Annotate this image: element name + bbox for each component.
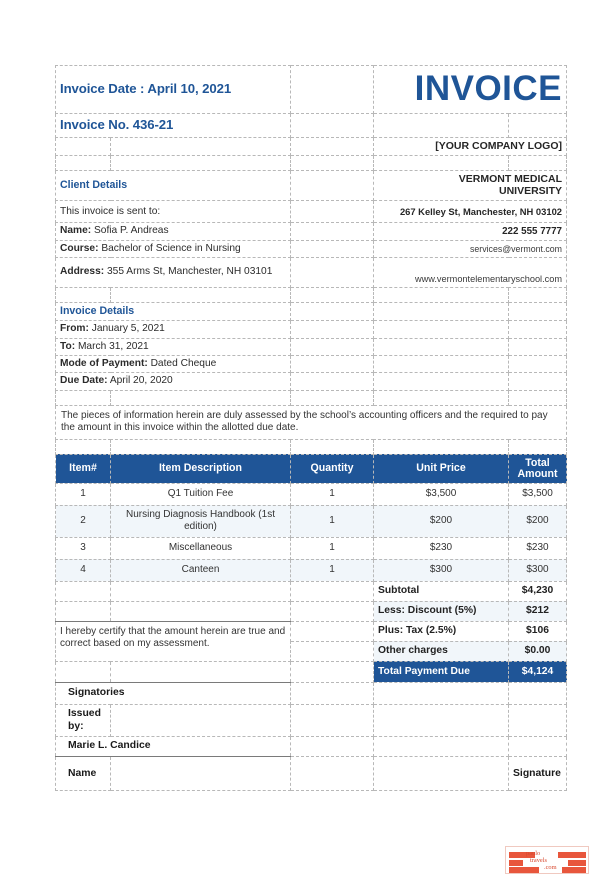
company-logo-placeholder: [YOUR COMPANY LOGO] xyxy=(374,137,567,155)
spacer-cell xyxy=(111,155,291,170)
cell-unit-price: $300 xyxy=(374,559,509,581)
due-label: Due Date: xyxy=(60,375,108,387)
client-address-label: Address: xyxy=(60,266,105,278)
spacer-cell xyxy=(291,201,374,223)
invoice-to xyxy=(56,338,291,355)
spacer-cell xyxy=(291,137,374,155)
certification-line-1: I hereby certify that the amount herein are xyxy=(60,625,246,637)
spacer-cell xyxy=(56,439,111,454)
spacer-cell xyxy=(291,155,374,170)
row-due-date xyxy=(56,373,567,390)
col-header-unit-price: Unit Price xyxy=(374,454,509,483)
logo-text-line3: .com xyxy=(544,864,557,871)
from-value: January 5, 2021 xyxy=(91,323,165,335)
total-payment-due-value: $4,124 xyxy=(509,661,567,682)
spacer-cell xyxy=(111,439,291,454)
col-header-quantity: Quantity xyxy=(291,454,374,483)
invoice-sheet xyxy=(55,65,567,791)
totals-row-discount xyxy=(56,601,567,621)
spacer-cell xyxy=(509,682,567,704)
spacer-cell xyxy=(374,682,509,704)
spacer-cell xyxy=(374,288,509,303)
row-spacer-2 xyxy=(56,288,567,303)
spacer-cell xyxy=(56,288,111,303)
cell-total: $200 xyxy=(509,505,567,537)
logo-bar-4 xyxy=(568,860,586,866)
cell-item-number: 4 xyxy=(56,559,111,581)
invoice-number: Invoice No. 436-21 xyxy=(56,113,291,137)
total-label: Subtotal xyxy=(374,581,509,601)
total-value: $0.00 xyxy=(509,641,567,661)
row-client-address xyxy=(56,258,567,288)
spacer-cell xyxy=(111,390,291,405)
row-spacer-1 xyxy=(56,155,567,170)
totals-row-subtotal xyxy=(56,581,567,601)
total-label: Plus: Tax (2.5%) xyxy=(374,621,509,641)
invoice-from xyxy=(56,321,291,338)
spacer-cell xyxy=(291,661,374,682)
spacer-cell xyxy=(509,355,567,372)
spacer-cell xyxy=(291,439,374,454)
signature-footer-label: Signature xyxy=(509,756,567,790)
signatories-title: Signatories xyxy=(56,682,291,704)
col-header-total-amount xyxy=(509,454,567,483)
spacer-cell xyxy=(291,288,374,303)
spacer-cell xyxy=(291,756,374,790)
table-row xyxy=(56,483,567,505)
table-row xyxy=(56,559,567,581)
spacer-cell xyxy=(374,113,509,137)
spacer-cell xyxy=(56,390,111,405)
spacer-cell xyxy=(56,581,111,601)
spacer-cell xyxy=(56,661,111,682)
assessment-note xyxy=(56,405,567,439)
row-client-course xyxy=(56,240,567,257)
row-issuer-name xyxy=(56,736,567,756)
logo-text-line1: paulo xyxy=(526,850,541,857)
row-sent-to xyxy=(56,201,567,223)
logo-bar-2 xyxy=(558,852,586,858)
logo-bar-6 xyxy=(562,867,586,873)
spacer-cell xyxy=(374,736,509,756)
spacer-cell xyxy=(291,338,374,355)
row-signature-footer xyxy=(56,756,567,790)
row-spacer-3 xyxy=(56,390,567,405)
issued-by-label: Issued by: xyxy=(56,704,111,736)
row-invoice-no xyxy=(56,113,567,137)
total-value: $106 xyxy=(509,621,567,641)
spacer-cell xyxy=(374,155,509,170)
totals-row-payment-due xyxy=(56,661,567,682)
client-name-label: Name: xyxy=(60,225,92,237)
spacer-cell xyxy=(374,355,509,372)
row-invoice-details-title xyxy=(56,303,567,321)
spacer-cell xyxy=(509,321,567,338)
spacer-cell xyxy=(374,373,509,390)
cell-item-description: Canteen xyxy=(111,559,291,581)
logo-bar-5 xyxy=(509,867,539,873)
row-invoice-date xyxy=(56,66,567,114)
spacer-cell xyxy=(291,601,374,621)
row-note xyxy=(56,405,567,439)
spacer-cell xyxy=(111,756,291,790)
spacer-cell xyxy=(111,704,291,736)
spacer-cell xyxy=(56,601,111,621)
client-name xyxy=(56,223,291,240)
certification-line-2: true and correct based on my assessment. xyxy=(60,625,286,650)
invoice-details-title: Invoice Details xyxy=(56,303,291,321)
spacer-cell xyxy=(509,113,567,137)
spacer-cell xyxy=(374,390,509,405)
client-course xyxy=(56,240,291,257)
table-row xyxy=(56,537,567,559)
spacer-cell xyxy=(374,704,509,736)
row-to xyxy=(56,338,567,355)
invoice-date: Invoice Date : April 10, 2021 xyxy=(56,66,291,114)
logo-bar-3 xyxy=(509,860,523,866)
spacer-cell xyxy=(374,756,509,790)
due-value: April 20, 2020 xyxy=(109,375,173,387)
spacer-cell xyxy=(374,303,509,321)
mode-label: Mode of Payment: xyxy=(60,357,148,369)
total-value: $212 xyxy=(509,601,567,621)
spacer-cell xyxy=(111,661,291,682)
cell-item-description: Miscellaneous xyxy=(111,537,291,559)
cell-quantity: 1 xyxy=(291,559,374,581)
spacer-cell xyxy=(111,288,291,303)
client-name-value: Sofia P. Andreas xyxy=(93,225,169,237)
spacer-cell xyxy=(509,373,567,390)
spacer-cell xyxy=(291,390,374,405)
cell-quantity: 1 xyxy=(291,505,374,537)
spacer-cell xyxy=(56,155,111,170)
total-payment-due-label: Total Payment Due xyxy=(374,661,509,682)
col-header-item-description: Item Description xyxy=(111,454,291,483)
company-address: 267 Kelley St, Manchester, NH 03102 xyxy=(374,201,567,223)
cell-unit-price: $230 xyxy=(374,537,509,559)
cell-total: $300 xyxy=(509,559,567,581)
spacer-cell xyxy=(291,704,374,736)
items-header-row xyxy=(56,454,567,483)
spacer-cell xyxy=(374,321,509,338)
table-row xyxy=(56,505,567,537)
spacer-cell xyxy=(509,303,567,321)
row-mode-of-payment xyxy=(56,355,567,372)
spacer-cell xyxy=(509,439,567,454)
spacer-cell xyxy=(291,113,374,137)
company-website[interactable]: www.vermontelementaryschool.com xyxy=(374,258,567,288)
paulo-travels-logo xyxy=(505,846,589,874)
cell-quantity: 1 xyxy=(291,537,374,559)
cell-item-number: 2 xyxy=(56,505,111,537)
cell-item-number: 1 xyxy=(56,483,111,505)
total-amount-line1: Total xyxy=(525,456,550,469)
spacer-cell xyxy=(509,338,567,355)
spacer-cell xyxy=(291,682,374,704)
spacer-cell xyxy=(509,736,567,756)
total-value: $4,230 xyxy=(509,581,567,601)
spacer-cell xyxy=(291,240,374,257)
spacer-cell xyxy=(291,223,374,240)
cell-total: $230 xyxy=(509,537,567,559)
spacer-cell xyxy=(509,704,567,736)
cell-total: $3,500 xyxy=(509,483,567,505)
note-line-1: The pieces of information herein are duly assessed by the school’s accounting officers and the xyxy=(61,410,479,422)
client-details-title: Client Details xyxy=(56,170,291,201)
spacer-cell xyxy=(509,155,567,170)
company-name-line1: VERMONT MEDICAL xyxy=(458,172,563,185)
spacer-cell xyxy=(291,641,374,661)
company-name xyxy=(374,170,567,201)
total-amount-line2: Amount xyxy=(517,467,558,480)
row-signatories-title xyxy=(56,682,567,704)
cell-item-description: Nursing Diagnosis Handbook (1st edition) xyxy=(111,505,291,537)
spacer-cell xyxy=(111,581,291,601)
row-from xyxy=(56,321,567,338)
client-course-value: Bachelor of Science in Nursing xyxy=(101,242,241,254)
spacer-cell xyxy=(291,355,374,372)
invoice-due xyxy=(56,373,291,390)
spacer-cell xyxy=(291,736,374,756)
issuer-name: Marie L. Candice xyxy=(56,736,291,756)
company-name-line2: UNIVERSITY xyxy=(499,185,563,198)
spacer-cell xyxy=(509,288,567,303)
spacer-cell xyxy=(291,621,374,641)
name-footer-label: Name xyxy=(56,756,111,790)
spacer-cell xyxy=(291,66,374,114)
row-issued-by xyxy=(56,704,567,736)
client-course-label: Course: xyxy=(60,242,99,254)
col-header-item-number: Item# xyxy=(56,454,111,483)
cell-quantity: 1 xyxy=(291,483,374,505)
row-client-details-title xyxy=(56,170,567,201)
client-address xyxy=(56,258,291,288)
logo-text-line2: travels xyxy=(530,857,548,864)
spacer-cell xyxy=(374,439,509,454)
company-phone: 222 555 7777 xyxy=(374,223,567,240)
cell-item-number: 3 xyxy=(56,537,111,559)
row-spacer-4 xyxy=(56,439,567,454)
mode-value: Dated Cheque xyxy=(150,357,217,369)
total-label: Other charges xyxy=(374,641,509,661)
spacer-cell xyxy=(56,137,111,155)
sent-to-label: This invoice is sent to: xyxy=(56,201,291,223)
spacer-cell xyxy=(374,338,509,355)
totals-row-tax xyxy=(56,621,567,641)
invoice-mode xyxy=(56,355,291,372)
spacer-cell xyxy=(291,321,374,338)
note-line-2: required to pay the amount in this invoice within the allotted due date. xyxy=(61,410,548,434)
invoice-title: INVOICE xyxy=(374,66,567,114)
client-address-value: 355 Arms St, Manchester, NH 03101 xyxy=(107,266,273,278)
spacer-cell xyxy=(291,373,374,390)
spacer-cell xyxy=(291,581,374,601)
spacer-cell xyxy=(291,170,374,201)
spacer-cell xyxy=(111,137,291,155)
cell-unit-price: $200 xyxy=(374,505,509,537)
company-email[interactable]: services@vermont.com xyxy=(374,240,567,257)
row-company-logo xyxy=(56,137,567,155)
from-label: From: xyxy=(60,323,89,335)
row-client-name xyxy=(56,223,567,240)
spacer-cell xyxy=(111,601,291,621)
spacer-cell xyxy=(509,390,567,405)
to-label: To: xyxy=(60,340,76,352)
cell-item-description: Q1 Tuition Fee xyxy=(111,483,291,505)
certification-note xyxy=(56,621,291,661)
to-value: March 31, 2021 xyxy=(77,340,149,352)
total-label: Less: Discount (5%) xyxy=(374,601,509,621)
cell-unit-price: $3,500 xyxy=(374,483,509,505)
spacer-cell xyxy=(291,303,374,321)
spacer-cell xyxy=(291,258,374,288)
